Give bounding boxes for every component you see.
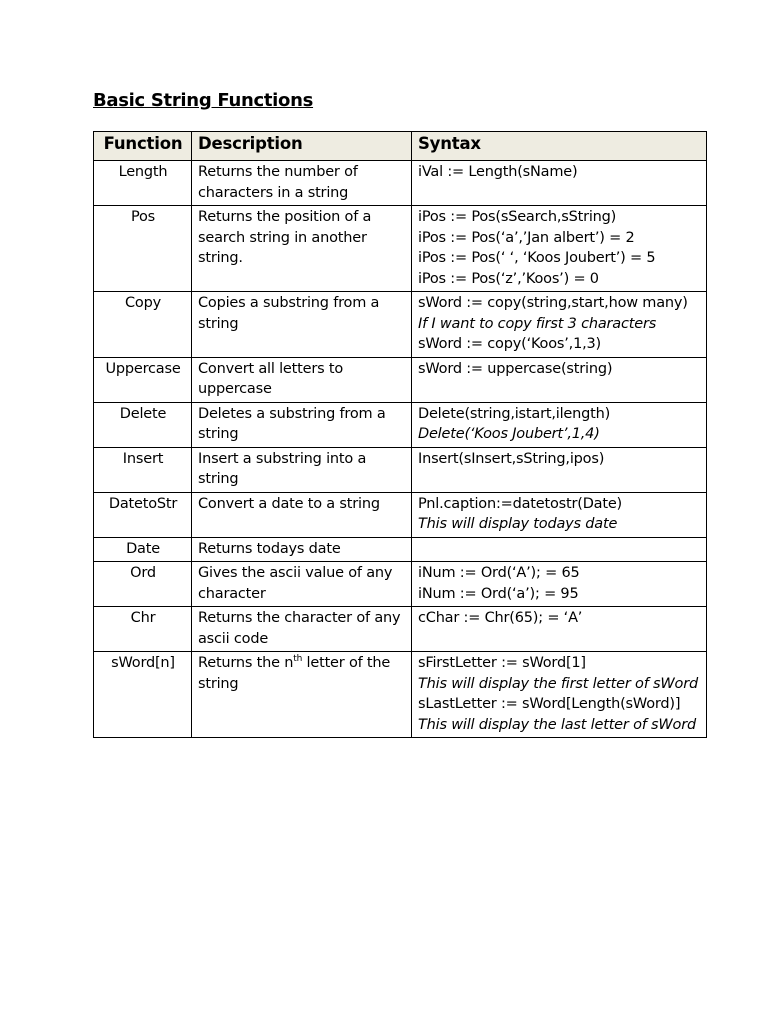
document-title: Basic String Functions — [93, 90, 314, 111]
table-header-row — [94, 132, 707, 161]
table-row — [94, 562, 707, 607]
description-cell: Gives the ascii value of any character — [192, 562, 412, 607]
syntax-line: sWord := uppercase(string) — [418, 360, 613, 377]
syntax-line: sWord := copy(string,start,how many) — [418, 295, 688, 311]
table-row — [94, 537, 707, 562]
syntax-line: cChar := Chr(65); = ‘A’ — [418, 610, 583, 626]
document-page — [93, 88, 706, 738]
function-cell: Insert — [94, 447, 192, 492]
syntax-cell — [412, 161, 707, 206]
table-row — [94, 652, 707, 738]
function-cell: Pos — [94, 206, 192, 292]
syntax-line: sWord := copy(‘Koos’,1,3) — [418, 336, 601, 352]
syntax-line: iPos := Pos(‘ ‘, ‘Koos Joubert’) = 5 — [418, 250, 656, 266]
table-row — [94, 357, 707, 402]
table-row — [94, 607, 707, 652]
description-cell: Convert all letters to uppercase — [192, 357, 412, 402]
table-row — [94, 447, 707, 492]
syntax-line: iPos := Pos(‘z’,’Koos’) = 0 — [418, 270, 599, 287]
description-cell: Returns the number of characters in a string — [192, 161, 412, 206]
syntax-cell — [412, 206, 707, 292]
function-cell: Copy — [94, 292, 192, 358]
syntax-cell — [412, 607, 707, 652]
table-row — [94, 402, 707, 447]
description-text: letter of the string — [198, 655, 391, 692]
syntax-note: This will display todays date — [418, 516, 618, 532]
syntax-line: sLastLetter := sWord[Length(sWord)] — [418, 696, 681, 712]
string-functions-table — [93, 131, 707, 738]
function-cell: Date — [94, 537, 192, 562]
syntax-line: Delete(string,istart,ilength) — [418, 405, 611, 422]
syntax-cell — [412, 537, 707, 562]
syntax-line: iNum := Ord(‘a’); = 95 — [418, 585, 579, 602]
syntax-cell — [412, 652, 707, 738]
syntax-line: Pnl.caption:=datetostr(Date) — [418, 495, 623, 512]
syntax-line: iPos := Pos(sSearch,sString) — [418, 209, 617, 225]
syntax-cell — [412, 492, 707, 537]
syntax-note: If I want to copy first 3 characters — [418, 315, 657, 332]
syntax-cell — [412, 562, 707, 607]
syntax-note: This will display the first letter of sWord — [418, 675, 698, 692]
syntax-cell — [412, 292, 707, 358]
syntax-line: sFirstLetter := sWord[1] — [418, 655, 586, 671]
syntax-line: Insert(sInsert,sString,ipos) — [418, 450, 605, 467]
description-cell: Insert a substring into a string — [192, 447, 412, 492]
syntax-line: iNum := Ord(‘A’); = 65 — [418, 565, 580, 581]
table-body — [94, 161, 707, 738]
syntax-cell — [412, 402, 707, 447]
table-row — [94, 161, 707, 206]
table-row — [94, 206, 707, 292]
function-cell: Length — [94, 161, 192, 206]
description-cell: Copies a substring from a string — [192, 292, 412, 358]
function-cell: Chr — [94, 607, 192, 652]
syntax-note: This will display the last letter of sWord — [418, 716, 696, 733]
function-cell: sWord[n] — [94, 652, 192, 738]
syntax-cell — [412, 447, 707, 492]
table-row — [94, 292, 707, 358]
table-row — [94, 492, 707, 537]
header-syntax: Syntax — [412, 132, 707, 161]
header-function: Function — [94, 132, 192, 161]
function-cell: Delete — [94, 402, 192, 447]
header-description: Description — [192, 132, 412, 161]
description-cell: Returns todays date — [192, 537, 412, 562]
syntax-note: Delete(‘Koos Joubert’,1,4) — [418, 426, 600, 442]
function-cell: Uppercase — [94, 357, 192, 402]
description-cell: Returns the character of any ascii code — [192, 607, 412, 652]
syntax-line: iPos := Pos(‘a’,’Jan albert’) = 2 — [418, 229, 635, 246]
description-cell: Deletes a substring from a string — [192, 402, 412, 447]
description-cell: Returns the position of a search string in another string. — [192, 206, 412, 292]
description-cell: Convert a date to a string — [192, 492, 412, 537]
function-cell: Ord — [94, 562, 192, 607]
description-text: Returns the n — [198, 655, 294, 671]
syntax-cell — [412, 357, 707, 402]
description-superscript: th — [293, 654, 303, 665]
function-cell: DatetoStr — [94, 492, 192, 537]
description-cell — [192, 652, 412, 738]
syntax-line: iVal := Length(sName) — [418, 164, 578, 180]
